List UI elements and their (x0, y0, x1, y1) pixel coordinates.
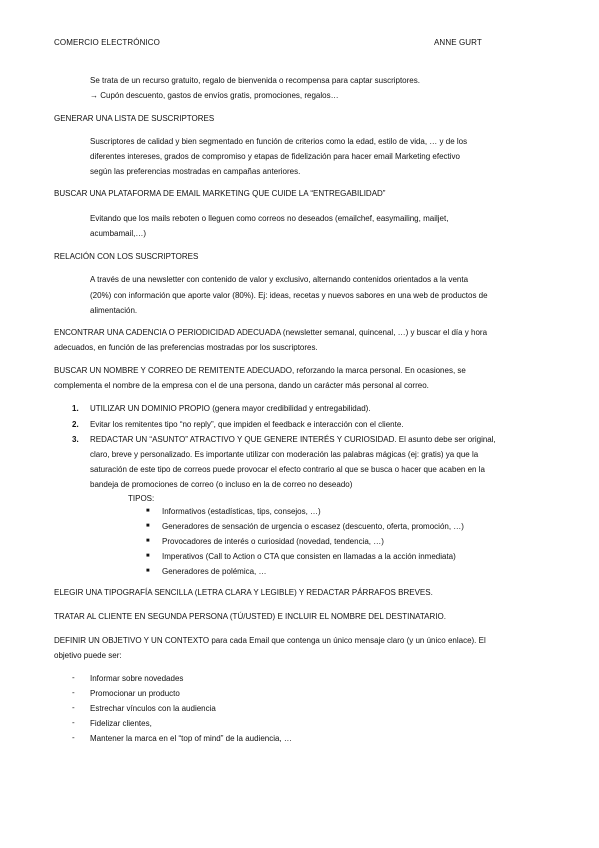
paragraph-line-objective: DEFINIR UN OBJETIVO Y UN CONTEXTO para cada Email que contenga un único mensaje claro (y un único enlace). El (54, 636, 486, 645)
dash-marker: - (72, 718, 75, 727)
type-item: Informativos (estadísticas, tips, consejos, …) (162, 507, 321, 516)
paragraph-line: Suscriptores de calidad y bien segmentado en función de criterios como la edad, estilo de vida, … y de los (90, 137, 468, 146)
paragraph-line-cadence: ENCONTRAR UNA CADENCIA O PERIODICIDAD ADECUADA (newsletter semanal, quincenal, …) y buscar el día y hora (54, 328, 488, 337)
header-author: ANNE GURT (434, 38, 482, 47)
numbered-item-text: saturación de este tipo de correos puede provocar el efecto contrario al que se busca o hacer que acaben en la (90, 465, 485, 474)
paragraph-line: alimentación. (90, 306, 138, 315)
type-item: Provocadores de interés o curiosidad (novedad, tendencia, …) (162, 537, 384, 546)
paragraph-line-sender: BUSCAR UN NOMBRE Y CORREO DE REMITENTE ADECUADO, reforzando la marca personal. En ocasiones, se (54, 366, 466, 375)
section-title-typography: ELEGIR UNA TIPOGRAFÍA SENCILLA (LETRA CLARA Y LEGIBLE) Y REDACTAR PÁRRAFOS BREVES. (54, 588, 433, 597)
intro-arrow-line: → Cupón descuento, gastos de envíos gratis, promociones, regalos… (90, 91, 339, 100)
objective-item: Estrechar vínculos con la audiencia (90, 704, 216, 713)
section-title-relationship: RELACIÓN CON LOS SUSCRIPTORES (54, 252, 199, 261)
section-title-platform: BUSCAR UNA PLATAFORMA DE EMAIL MARKETING QUE CUIDE LA “ENTREGABILIDAD” (54, 189, 386, 198)
dash-marker: - (72, 688, 75, 697)
paragraph-line: acumbamail,…) (90, 229, 147, 238)
numbered-item-text: UTILIZAR UN DOMINIO PROPIO (genera mayor credibilidad y entregabilidad). (90, 404, 371, 413)
paragraph-line: diferentes intereses, grados de compromiso y etapas de fidelización para hacer email Marketing efectivo (90, 152, 460, 161)
bullet-icon: ■ (146, 523, 150, 529)
paragraph-line: (20%) con información que aporte valor (80%). Ej: ideas, recetas y nuevos sabores en una web de productos de (90, 291, 488, 300)
paragraph-line-sender: complementa el nombre de la empresa con el de una persona, dando un carácter más personal al correo. (54, 381, 429, 390)
bullet-icon: ■ (146, 568, 150, 574)
type-item: Generadores de polémica, … (162, 567, 267, 576)
paragraph-line: según las preferencias mostradas en campañas anteriores. (90, 167, 301, 176)
list-number: 3. (72, 435, 79, 444)
numbered-item-text: Evitar los remitentes tipo “no reply”, que impiden el feedback e interacción con el cliente. (90, 420, 404, 429)
type-item: Imperativos (Call to Action o CTA que consisten en llamadas a la acción inmediata) (162, 552, 456, 561)
objective-item: Informar sobre novedades (90, 674, 184, 683)
type-item: Generadores de sensación de urgencia o escasez (descuento, oferta, promoción, …) (162, 522, 464, 531)
intro-line: Se trata de un recurso gratuito, regalo de bienvenida o recompensa para captar suscriptores. (90, 76, 420, 85)
objective-item: Mantener la marca en el “top of mind” de la audiencia, … (90, 734, 292, 743)
numbered-item-text: bandeja de promociones de correo (o incluso en la de correo no deseado) (90, 480, 353, 489)
dash-marker: - (72, 733, 75, 742)
bullet-icon: ■ (146, 538, 150, 544)
dash-marker: - (72, 673, 75, 682)
paragraph-line-cadence: adecuados, en función de las preferencias mostradas por los suscriptores. (54, 343, 318, 352)
numbered-item-text: REDACTAR UN “ASUNTO” ATRACTIVO Y QUE GENERE INTERÉS Y CURIOSIDAD. El asunto debe ser original, (90, 435, 496, 444)
objective-item: Fidelizar clientes, (90, 719, 152, 728)
paragraph-line: Evitando que los mails reboten o lleguen como correos no deseados (emailchef, easymailing, mailjet, (90, 214, 449, 223)
objective-item: Promocionar un producto (90, 689, 180, 698)
header-course: COMERCIO ELECTRÓNICO (54, 38, 161, 47)
types-label: TIPOS: (128, 494, 155, 503)
paragraph-line-objective: objetivo puede ser: (54, 651, 122, 660)
paragraph-line: A través de una newsletter con contenido de valor y exclusivo, alternando contenidos orientados a la venta (90, 275, 469, 284)
section-title-second-person: TRATAR AL CLIENTE EN SEGUNDA PERSONA (TÚ/USTED) E INCLUIR EL NOMBRE DEL DESTINATARIO. (54, 612, 446, 621)
list-number: 1. (72, 404, 79, 413)
bullet-icon: ■ (146, 553, 150, 559)
bullet-icon: ■ (146, 508, 150, 514)
list-number: 2. (72, 420, 79, 429)
dash-marker: - (72, 703, 75, 712)
section-title-subscribers-list: GENERAR UNA LISTA DE SUSCRIPTORES (54, 114, 215, 123)
numbered-item-text: claro, breve y personalizado. Es importante utilizar con moderación las palabras mágicas (ej: gratis) ya que la (90, 450, 479, 459)
